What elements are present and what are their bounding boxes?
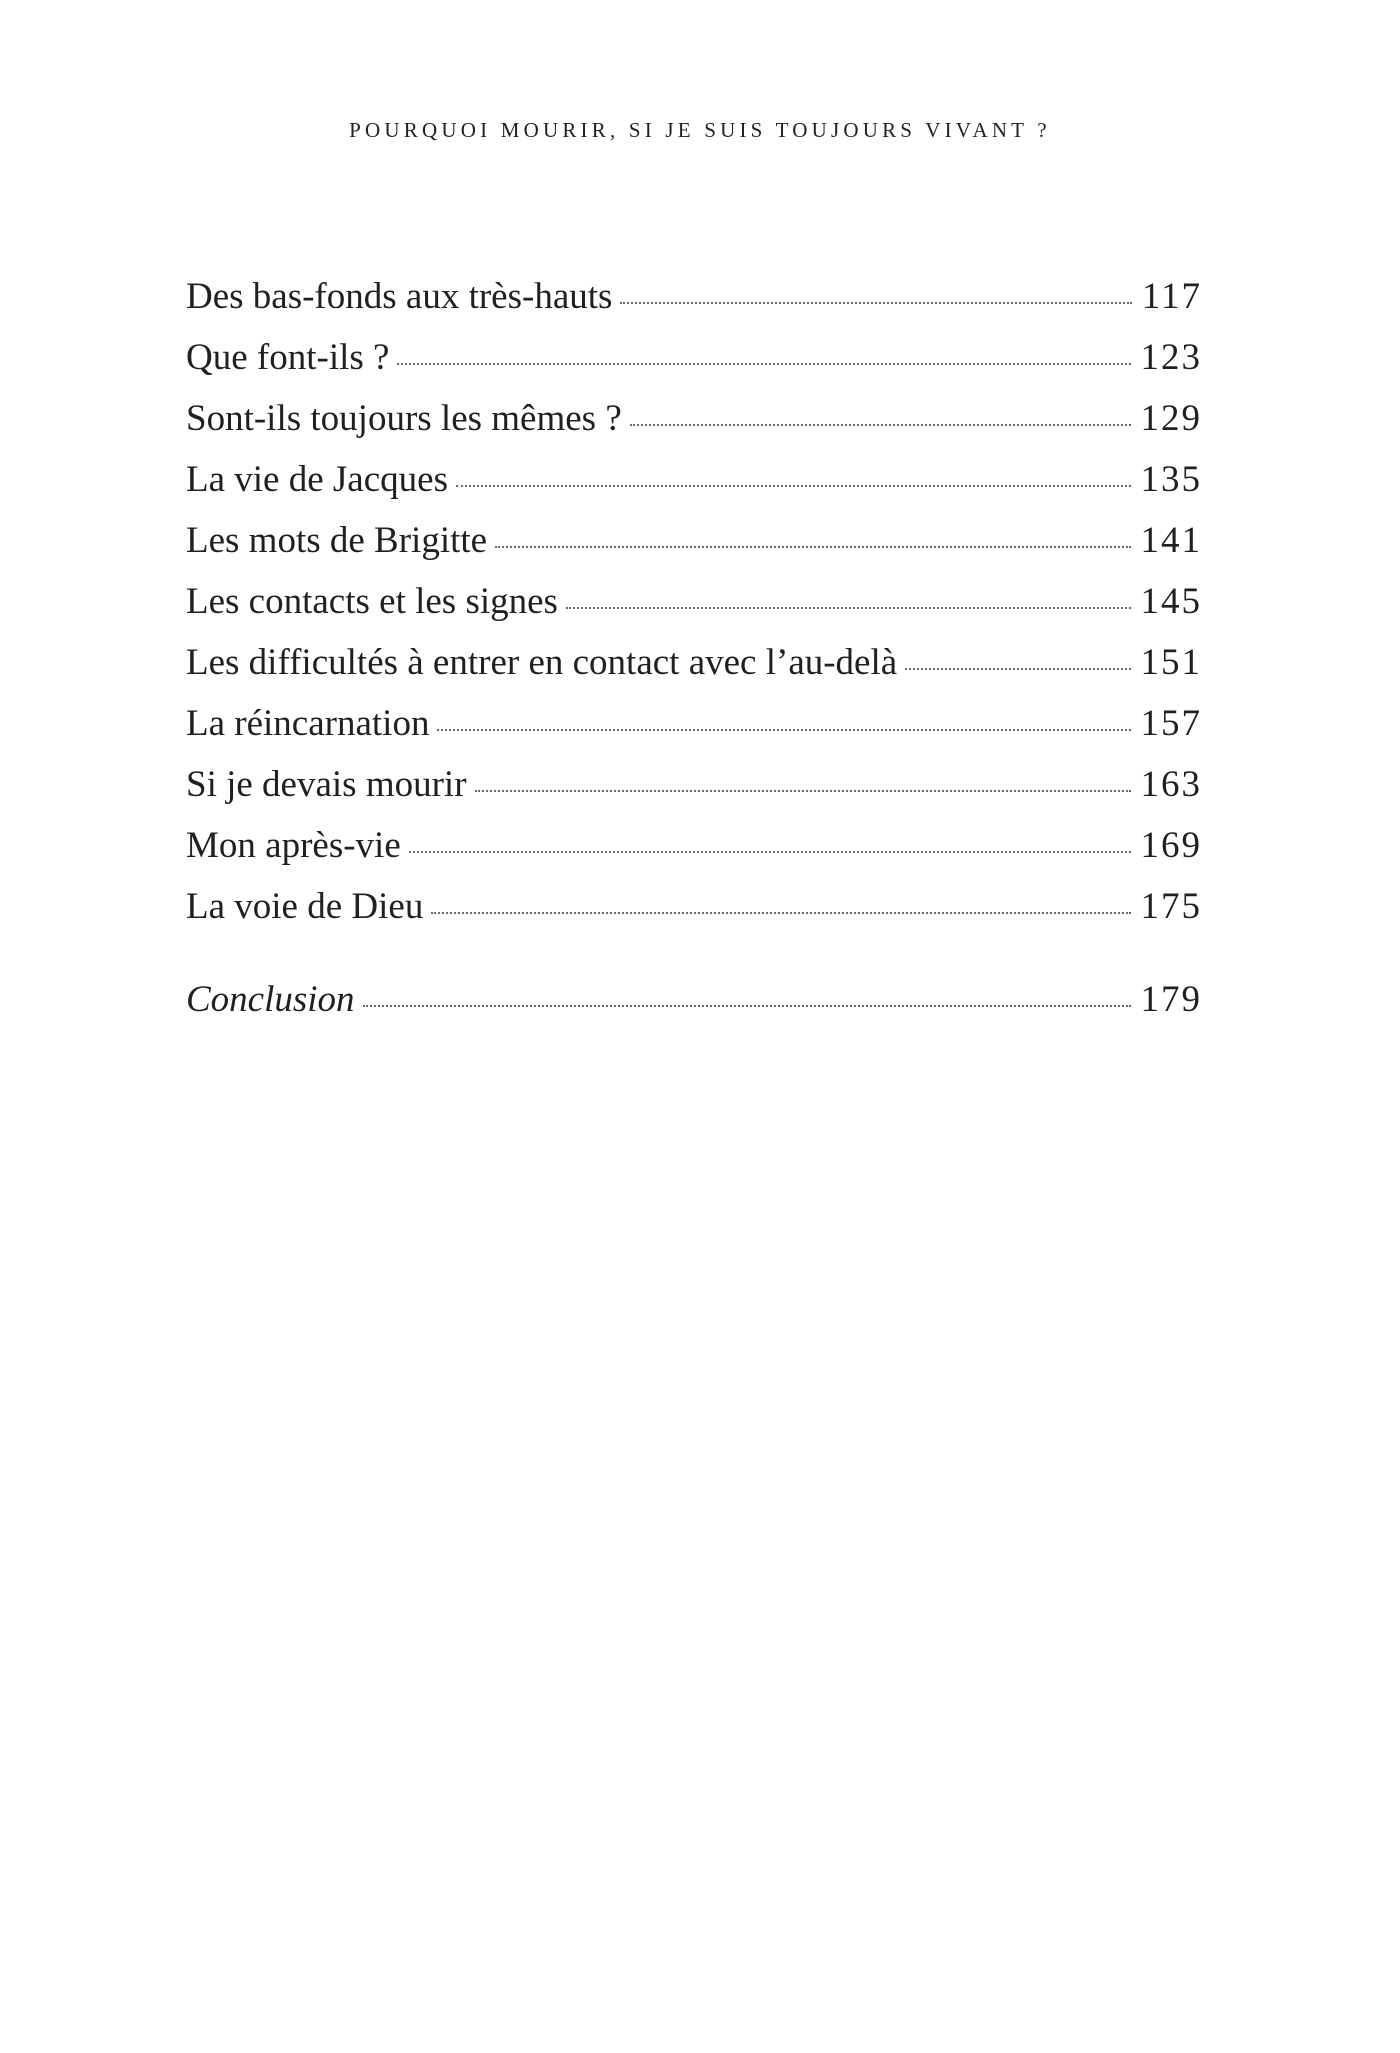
toc-entry bbox=[186, 510, 1202, 571]
dot-leader bbox=[437, 729, 1130, 731]
dot-leader bbox=[566, 607, 1131, 609]
toc-entry-page: 157 bbox=[1140, 703, 1202, 744]
dot-leader bbox=[620, 302, 1131, 304]
dot-leader bbox=[409, 851, 1131, 853]
toc-entry-page: 129 bbox=[1140, 398, 1202, 439]
toc-entry-page: 169 bbox=[1140, 825, 1202, 866]
toc-entry bbox=[186, 327, 1202, 388]
toc-entry-title: Sont-ils toujours les mêmes ? bbox=[186, 398, 622, 439]
toc-entry-page: 123 bbox=[1140, 337, 1202, 378]
dot-leader bbox=[475, 790, 1131, 792]
dot-leader bbox=[495, 546, 1130, 548]
toc-entry-title: Si je devais mourir bbox=[186, 764, 467, 805]
toc-entry bbox=[186, 571, 1202, 632]
toc-entry bbox=[186, 449, 1202, 510]
toc-entry-title: Les contacts et les signes bbox=[186, 581, 558, 622]
dot-leader bbox=[630, 424, 1131, 426]
dot-leader bbox=[363, 1005, 1131, 1007]
toc-entry-page: 175 bbox=[1140, 886, 1202, 927]
toc-entry-page: 179 bbox=[1140, 979, 1202, 1020]
dot-leader bbox=[397, 363, 1130, 365]
toc-entry-conclusion bbox=[186, 969, 1202, 1030]
toc-entry bbox=[186, 815, 1202, 876]
toc-entry bbox=[186, 693, 1202, 754]
toc-entry bbox=[186, 632, 1202, 693]
toc-entry-title: La réincarnation bbox=[186, 703, 430, 744]
toc-entry-page: 145 bbox=[1140, 581, 1202, 622]
running-head: POURQUOI MOURIR, SI JE SUIS TOUJOURS VIVANT ? bbox=[349, 118, 1051, 142]
toc-entry bbox=[186, 876, 1202, 937]
toc-entry bbox=[186, 754, 1202, 815]
toc-entry-page: 141 bbox=[1140, 520, 1202, 561]
toc-entry-title: Que font-ils ? bbox=[186, 337, 390, 378]
dot-leader bbox=[905, 668, 1130, 670]
toc-entry-title: Conclusion bbox=[186, 979, 355, 1020]
toc-entry-title: Des bas-fonds aux très-hauts bbox=[186, 276, 613, 317]
toc-entry bbox=[186, 266, 1202, 327]
toc-entry bbox=[186, 388, 1202, 449]
toc-entry-title: La vie de Jacques bbox=[186, 459, 448, 500]
dot-leader bbox=[431, 912, 1130, 914]
toc-entry-title: Mon après-vie bbox=[186, 825, 401, 866]
toc-entry-page: 117 bbox=[1141, 276, 1202, 317]
dot-leader bbox=[456, 485, 1131, 487]
toc-entry-page: 135 bbox=[1140, 459, 1202, 500]
toc-entry-page: 151 bbox=[1140, 642, 1202, 683]
toc-entry-title: Les difficultés à entrer en contact avec l’au-delà bbox=[186, 642, 898, 683]
toc-entry-title: La voie de Dieu bbox=[186, 886, 424, 927]
table-of-contents bbox=[186, 266, 1202, 1030]
toc-entry-page: 163 bbox=[1140, 764, 1202, 805]
toc-entry-title: Les mots de Brigitte bbox=[186, 520, 488, 561]
